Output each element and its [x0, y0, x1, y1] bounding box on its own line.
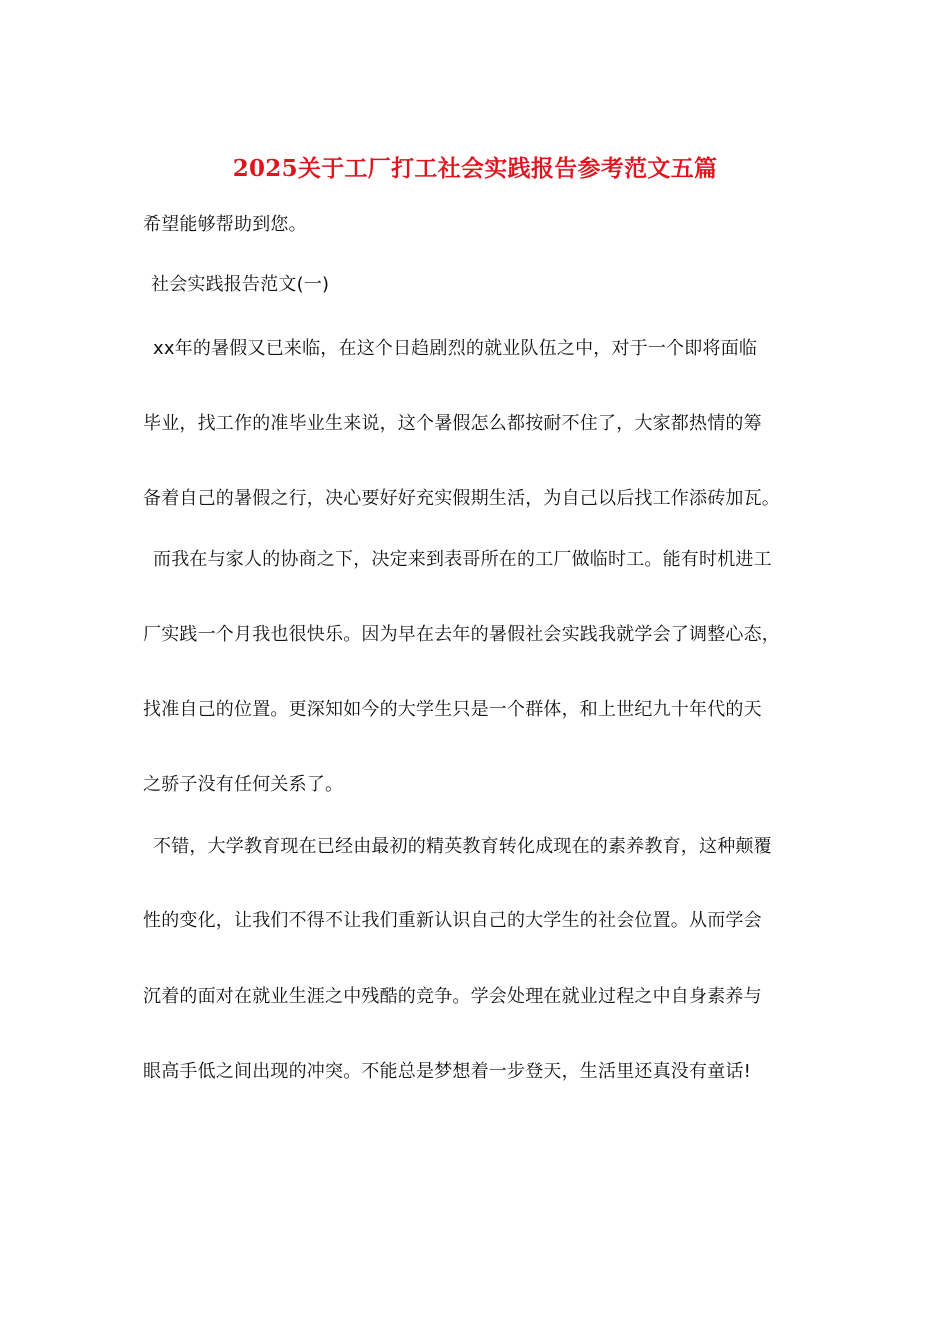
paragraph-3-line-3: 沉着的面对在就业生涯之中残酷的竞争。学会处理在就业过程之中自身素养与 — [143, 986, 762, 1007]
intro-text: 希望能够帮助到您。 — [143, 214, 307, 235]
document-title: 2025关于工厂打工社会实践报告参考范文五篇 — [232, 155, 718, 182]
section-heading: 社会实践报告范文(一) — [151, 274, 330, 295]
paragraph-2-line-3: 找准自己的位置。更深知如今的大学生只是一个群体，和上世纪九十年代的天 — [143, 699, 762, 720]
paragraph-3-line-4: 眼高手低之间出现的冲突。不能总是梦想着一步登天，生活里还真没有童话! — [143, 1061, 752, 1082]
paragraph-3-line-1: 不错，大学教育现在已经由最初的精英教育转化成现在的素养教育，这种颠覆 — [153, 836, 772, 857]
paragraph-1-line-3: 备着自己的暑假之行，决心要好好充实假期生活，为自己以后找工作添砖加瓦。 — [143, 488, 780, 509]
paragraph-2-line-1: 而我在与家人的协商之下，决定来到表哥所在的工厂做临时工。能有时机进工 — [153, 549, 772, 570]
paragraph-2-line-2: 厂实践一个月我也很快乐。因为早在去年的暑假社会实践我就学会了调整心态， — [143, 624, 780, 645]
paragraph-1-line-1: xx年的暑假又已来临，在这个日趋剧烈的就业队伍之中，对于一个即将面临 — [153, 338, 758, 359]
paragraph-3-line-2: 性的变化，让我们不得不让我们重新认识自己的大学生的社会位置。从而学会 — [143, 910, 762, 931]
paragraph-2-line-4: 之骄子没有任何关系了。 — [143, 774, 344, 795]
paragraph-1-line-2: 毕业，找工作的准毕业生来说，这个暑假怎么都按耐不住了，大家都热情的筹 — [143, 413, 762, 434]
